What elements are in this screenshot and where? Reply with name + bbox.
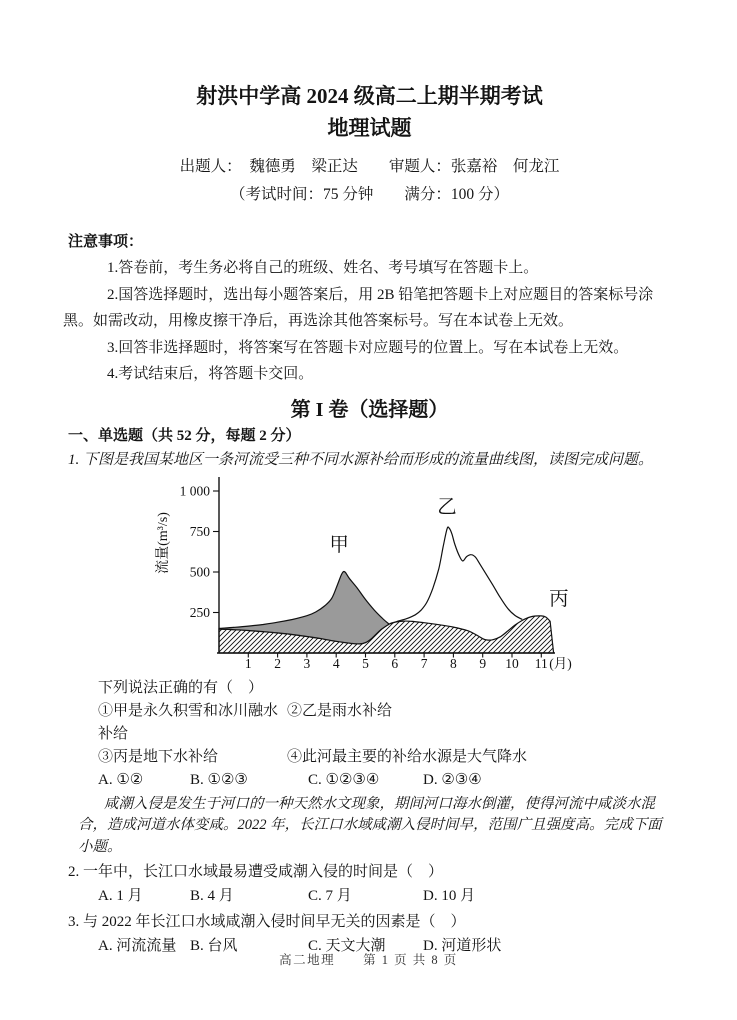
- notice-heading: 注意事项：: [68, 234, 144, 250]
- x-tick-label: 10: [505, 655, 519, 671]
- notice-item-2: 2.国答选择题时，选出每小题答案后，用 2B 铅笔把答题卡上对应题目的答案标号涂黑。如需改动，用橡皮擦干净后，再选涂其他答案标号。写在本试卷上无效。: [63, 286, 654, 329]
- question-2-stem: 2. 一年中，长江口水域最易遭受咸潮入侵的时间是（ ）: [68, 864, 444, 880]
- x-tick-label: 5: [362, 655, 369, 671]
- q2-option-a: A. 1 月: [98, 888, 143, 904]
- x-tick-label: 7: [420, 655, 428, 671]
- statement-row-1: [98, 700, 671, 746]
- x-tick-label: 11: [534, 655, 548, 671]
- subject-title: 地理试题: [327, 116, 412, 140]
- q1-option-b: B. ①②③: [190, 771, 248, 788]
- section-title: 第 I 卷（选择题）: [290, 398, 449, 421]
- q3-option-d: D. 河道形状: [423, 938, 502, 954]
- statement-4: ④此河最主要的补给水源是大气降水: [287, 748, 528, 765]
- flow-rate-chart: [155, 471, 610, 677]
- question-2-options: [98, 884, 671, 908]
- q2-option-d: D. 10 月: [423, 888, 476, 904]
- q2-option-b: B. 4 月: [190, 888, 234, 904]
- exam-info-line: （考试时间：75 分钟 满分：100 分）: [229, 186, 509, 203]
- exam-title: 射洪中学高 2024 级高二上期半期考试: [196, 84, 543, 108]
- section-subtitle: 一、单选题（共 52 分，每题 2 分）: [68, 427, 301, 444]
- series-yi-line: [390, 527, 522, 624]
- statement-row-2: [98, 746, 671, 769]
- page-content: [63, 0, 671, 958]
- series-label-丙: 丙: [549, 588, 569, 610]
- passage-saltwater-intrusion: 咸潮入侵是发生于河口的一种天然水文现象，期间河口海水倒灌，使得河流中咸淡水混合，造成河道水体变咸。2022 年，长江口水域咸潮入侵时间早，范围广且强度高。完成下面小题。: [78, 795, 662, 855]
- x-tick-label: 8: [450, 655, 457, 671]
- question-1-prompt: 下列说法正确的有（ ）: [98, 679, 264, 696]
- question-1-options: [98, 769, 671, 792]
- x-tick-label: 2: [274, 655, 281, 671]
- question-3-stem: 3. 与 2022 年长江口水域咸潮入侵时间早无关的因素是（ ）: [68, 914, 466, 930]
- page-footer: 高二地理 第 1 页 共 8 页: [279, 953, 458, 967]
- y-tick-label: 250: [189, 604, 210, 620]
- notice-item-4: 4.考试结束后，将答题卡交回。: [107, 366, 314, 382]
- x-tick-label: 6: [391, 655, 399, 671]
- q3-option-c: C. 天文大潮: [308, 938, 386, 954]
- statement-3: ③丙是地下水补给: [98, 748, 219, 765]
- question-1-body: [68, 677, 671, 792]
- question-1-stem: 1. 下图是我国某地区一条河流受三种不同水源补给而形成的流量曲线图，读图完成问题。: [68, 451, 654, 468]
- statement-2: ②乙是雨水补给: [287, 702, 393, 719]
- notice-item-1: 1.答卷前，考生务必将自己的班级、姓名、考号填写在答题卡上。: [107, 260, 539, 276]
- x-tick-label: 9: [479, 655, 487, 671]
- q2-option-c: C. 7 月: [308, 888, 352, 904]
- authors-line: 出题人： 魏德勇 梁正达 审题人：张嘉裕 何龙江: [179, 158, 560, 175]
- flow-rate-chart-svg: [155, 471, 610, 677]
- x-axis-unit-label: (月): [549, 655, 572, 671]
- x-tick-label: 4: [332, 655, 340, 671]
- y-tick-label: 750: [189, 523, 210, 539]
- statement-1: ①甲是永久积雪和冰川融水补给: [98, 702, 279, 742]
- series-label-甲: 甲: [329, 534, 349, 556]
- q3-option-a: A. 河流流量: [98, 938, 177, 954]
- notice-item-3: 3.回答非选择题时，将答案写在答题卡对应题号的位置上。写在本试卷上无效。: [107, 339, 629, 356]
- y-axis-title: 流量(m³/s): [156, 511, 171, 574]
- series-label-乙: 乙: [437, 496, 457, 518]
- y-tick-label: 500: [189, 564, 210, 579]
- q1-option-a: A. ①②: [98, 771, 144, 788]
- q1-option-d: D. ②③④: [423, 771, 482, 788]
- q1-option-c: C. ①②③④: [308, 771, 380, 788]
- y-tick-label: 1 000: [179, 483, 210, 498]
- x-tick-label: 3: [303, 655, 311, 671]
- q3-option-b: B. 台风: [190, 938, 238, 954]
- x-tick-label: 1: [244, 655, 252, 671]
